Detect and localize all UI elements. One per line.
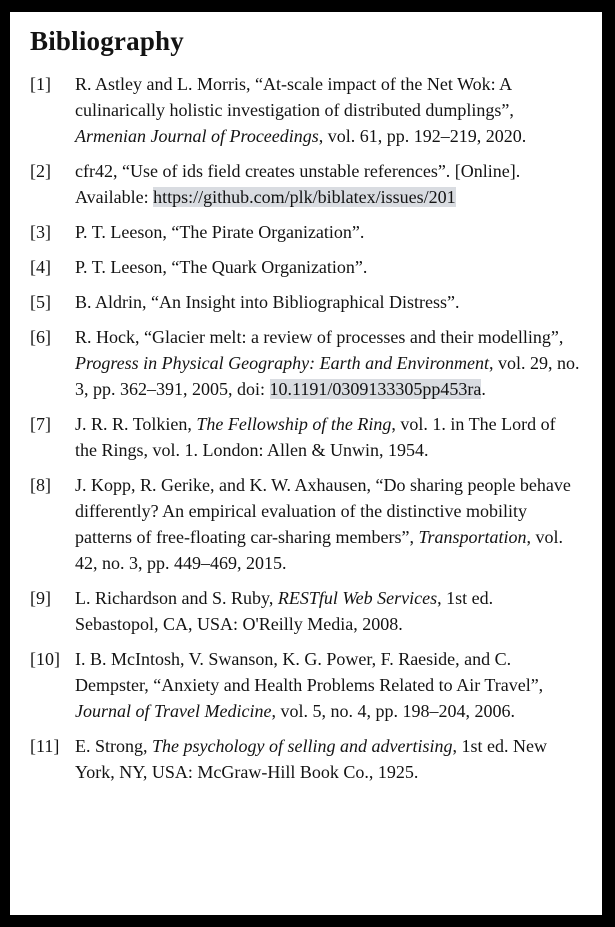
reference-number: [11]: [30, 736, 60, 756]
reference-text-segment: The Fellowship of the Ring: [196, 414, 392, 434]
document-page: [10, 12, 602, 915]
reference-text-segment: R. Hock, “Glacier melt: a review of processes and their modelling”,: [75, 327, 564, 347]
reference-list: [30, 71, 580, 785]
reference-number: [2]: [30, 161, 51, 181]
reference-text-segment: Progress in Physical Geography: Earth and Environment: [75, 353, 489, 373]
reference-item: [30, 289, 580, 315]
reference-item: [30, 411, 580, 463]
reference-item: [30, 646, 580, 724]
reference-text-segment: .: [481, 379, 486, 399]
page-title: Bibliography: [30, 26, 184, 56]
reference-text: [75, 585, 580, 637]
reference-text: [75, 646, 580, 724]
reference-text: [75, 733, 580, 785]
reference-number: [6]: [30, 327, 51, 347]
reference-link[interactable]: 10.1191/0309133305pp453ra: [269, 379, 482, 399]
reference-text-segment: Transportation: [418, 527, 527, 547]
reference-text: [75, 158, 580, 210]
reference-text: [75, 472, 580, 576]
reference-text-segment: Journal of Travel Medicine: [75, 701, 272, 721]
reference-item: [30, 324, 580, 402]
reference-number: [3]: [30, 222, 51, 242]
reference-item: [30, 71, 580, 149]
reference-text-segment: B. Aldrin, “An Insight into Bibliographical Distress”.: [75, 292, 460, 312]
reference-text-segment: E. Strong,: [75, 736, 153, 756]
reference-text-segment: P. T. Leeson, “The Quark Organization”.: [75, 257, 368, 277]
reference-text-segment: RESTful Web Services: [277, 588, 438, 608]
reference-text-segment: R. Astley and L. Morris, “At-scale impact of the Net Wok: A culinarically holistic investigation of distributed dumplings”,: [75, 74, 514, 120]
reference-text-segment: , vol. 5, no. 4, pp. 198–204, 2006.: [271, 701, 515, 721]
reference-item: [30, 733, 580, 785]
reference-text: [75, 324, 580, 402]
reference-text-segment: I. B. McIntosh, V. Swanson, K. G. Power, F. Raeside, and C. Dempster, “Anxiety and Health Problems Related to Air Travel”,: [75, 649, 544, 695]
reference-text: [75, 289, 580, 315]
reference-text-segment: , vol. 61, pp. 192–219, 2020.: [318, 126, 527, 146]
reference-text: [75, 219, 580, 245]
reference-item: [30, 254, 580, 280]
reference-item: [30, 158, 580, 210]
reference-text-segment: J. R. R. Tolkien,: [75, 414, 197, 434]
reference-number: [10]: [30, 649, 60, 669]
reference-text-segment: , 1st ed. New York, NY, USA: McGraw-Hill Book Co., 1925.: [75, 736, 547, 782]
reference-number: [8]: [30, 475, 51, 495]
reference-text-segment: , 1st ed. Sebastopol, CA, USA: O'Reilly Media, 2008.: [75, 588, 494, 634]
reference-link[interactable]: https://github.com/plk/biblatex/issues/201: [153, 187, 456, 207]
reference-text: [75, 411, 580, 463]
reference-text-segment: cfr42, “Use of ids field creates unstable references”. [Online]. Available:: [75, 161, 521, 207]
reference-text-segment: , vol. 42, no. 3, pp. 449–469, 2015.: [75, 527, 564, 573]
reference-text-segment: Armenian Journal of Proceedings: [75, 126, 319, 146]
reference-text-segment: The psychology of selling and advertising: [152, 736, 453, 756]
reference-number: [9]: [30, 588, 51, 608]
reference-item: [30, 472, 580, 576]
reference-text-segment: J. Kopp, R. Gerike, and K. W. Axhausen, “Do sharing people behave differently? An empirical evaluation of the distinctive mobility patterns of free-floating car-sharing members”,: [75, 475, 571, 547]
reference-text-segment: , vol. 29, no. 3, pp. 362–391, 2005, doi:: [75, 353, 580, 399]
reference-number: [4]: [30, 257, 51, 277]
reference-number: [5]: [30, 292, 51, 312]
reference-number: [7]: [30, 414, 51, 434]
reference-text-segment: L. Richardson and S. Ruby,: [75, 588, 278, 608]
reference-text-segment: , vol. 1. in The Lord of the Rings, vol. 1. London: Allen & Unwin, 1954.: [75, 414, 556, 460]
reference-item: [30, 585, 580, 637]
reference-text-segment: P. T. Leeson, “The Pirate Organization”.: [75, 222, 365, 242]
reference-text: [75, 254, 580, 280]
reference-item: [30, 219, 580, 245]
reference-number: [1]: [30, 74, 51, 94]
reference-text: [75, 71, 580, 149]
